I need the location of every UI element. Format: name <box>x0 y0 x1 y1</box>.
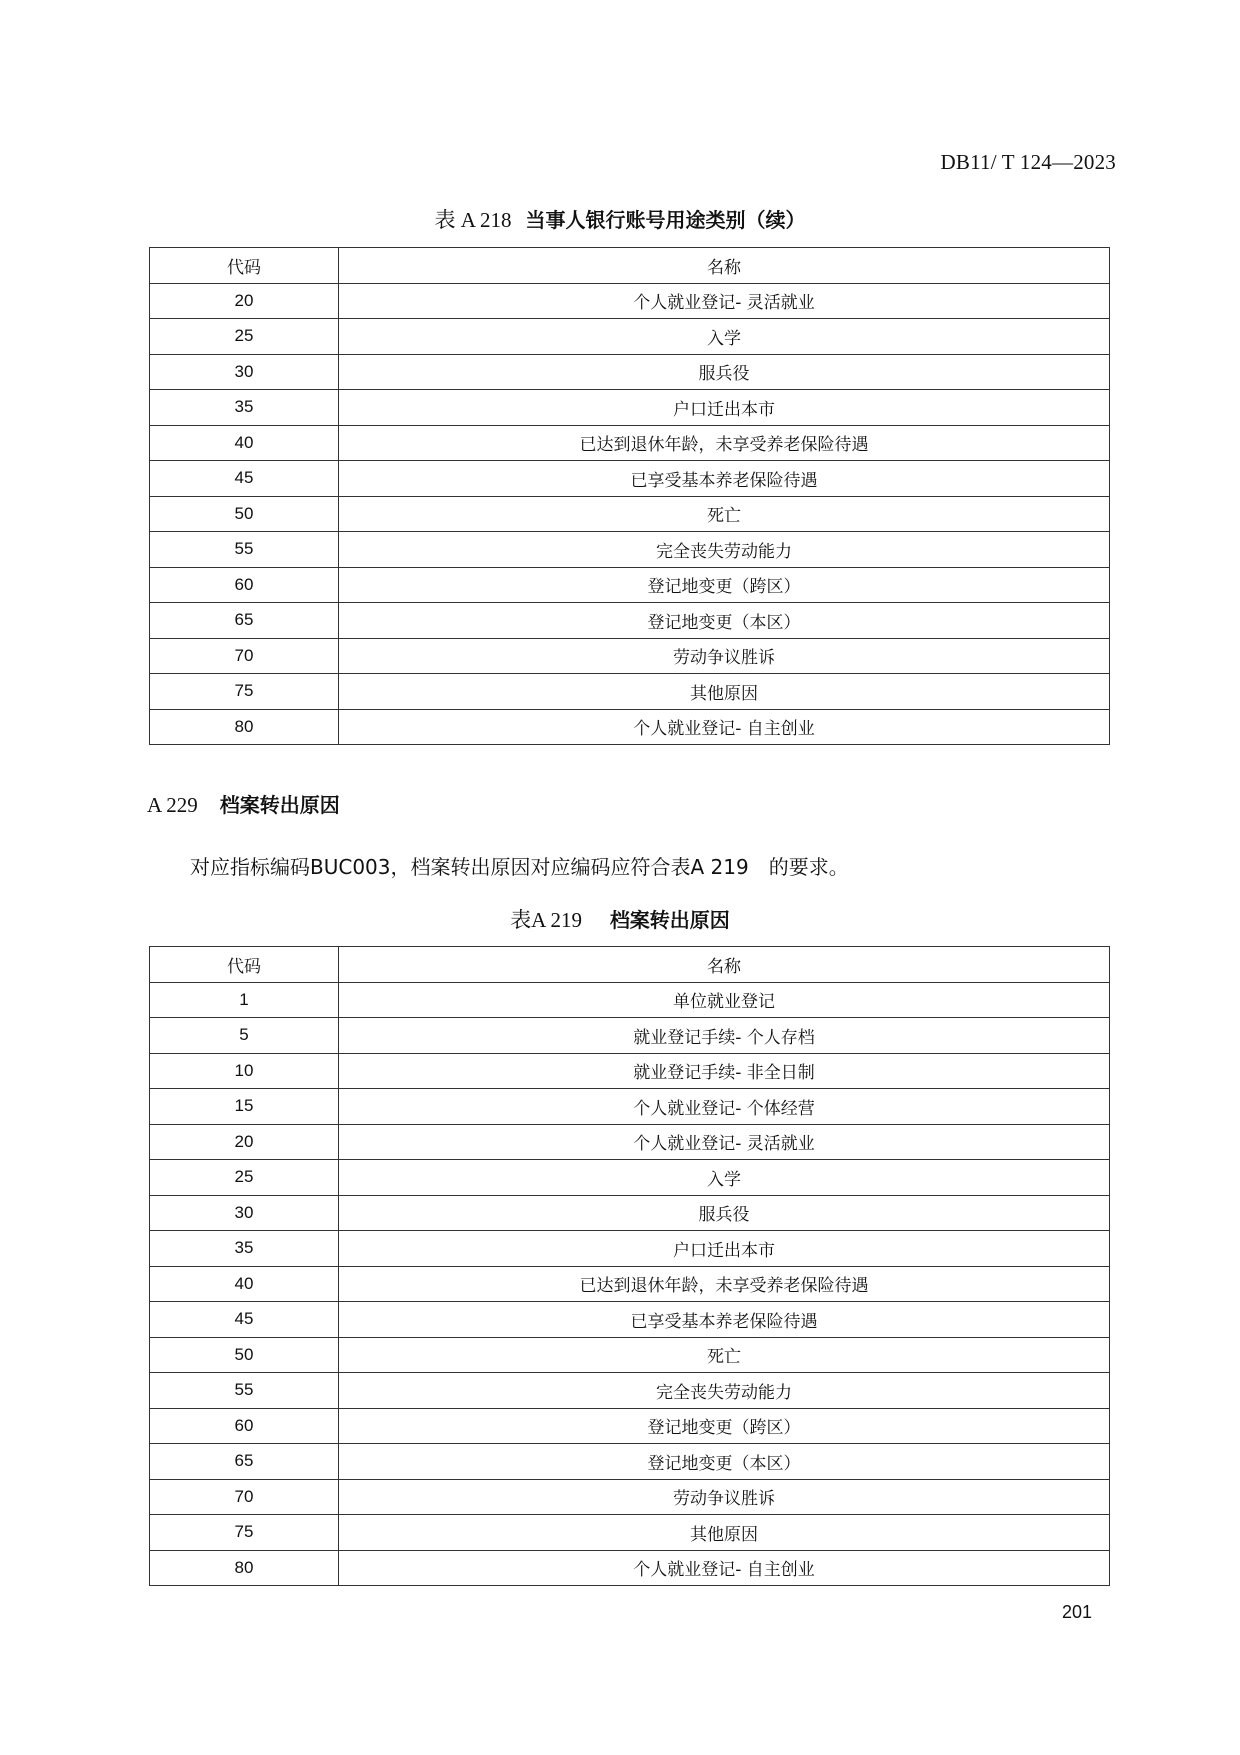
code-cell: 75 <box>150 1515 339 1551</box>
name-cell: 入学 <box>339 1160 1110 1196</box>
code-cell: 10 <box>150 1053 339 1089</box>
table-row <box>150 1231 1110 1267</box>
table-row <box>150 709 1110 745</box>
code-cell: 60 <box>150 567 339 603</box>
name-cell: 死亡 <box>339 496 1110 532</box>
table-a218-body <box>150 283 1110 745</box>
name-cell: 劳动争议胜诉 <box>339 1479 1110 1515</box>
name-cell: 服兵役 <box>339 1195 1110 1231</box>
name-cell: 完全丧失劳动能力 <box>339 532 1110 568</box>
table-row <box>150 496 1110 532</box>
name-cell: 单位就业登记 <box>339 982 1110 1018</box>
table-row <box>150 1479 1110 1515</box>
code-cell: 40 <box>150 1266 339 1302</box>
name-cell: 就业登记手续- 个人存档 <box>339 1018 1110 1054</box>
code-cell: 60 <box>150 1408 339 1444</box>
column-header-code: 代码 <box>150 248 339 284</box>
code-cell: 45 <box>150 461 339 497</box>
code-cell: 20 <box>150 1124 339 1160</box>
name-cell: 已享受基本养老保险待遇 <box>339 1302 1110 1338</box>
table-row <box>150 1302 1110 1338</box>
code-cell: 25 <box>150 1160 339 1196</box>
table-row <box>150 319 1110 355</box>
table-a219-caption <box>0 904 1240 934</box>
section-heading-a229 <box>147 789 340 818</box>
name-cell: 其他原因 <box>339 1515 1110 1551</box>
table-row <box>150 1337 1110 1373</box>
table-row <box>150 461 1110 497</box>
table-header-row <box>150 947 1110 983</box>
section-number: A 229 <box>147 793 198 817</box>
code-cell: 30 <box>150 1195 339 1231</box>
code-cell: 50 <box>150 1337 339 1373</box>
code-cell: 35 <box>150 1231 339 1267</box>
name-cell: 已达到退休年龄，未享受养老保险待遇 <box>339 1266 1110 1302</box>
code-cell: 30 <box>150 354 339 390</box>
name-cell: 登记地变更（跨区） <box>339 1408 1110 1444</box>
code-cell: 1 <box>150 982 339 1018</box>
table-row <box>150 1373 1110 1409</box>
table-row <box>150 1550 1110 1586</box>
name-cell: 已享受基本养老保险待遇 <box>339 461 1110 497</box>
name-cell: 劳动争议胜诉 <box>339 638 1110 674</box>
column-header-name: 名称 <box>339 248 1110 284</box>
table-a218-caption-number: 表 A 218 <box>434 208 512 232</box>
page-number: 201 <box>1061 1602 1092 1622</box>
table-a219-caption-number: 表A 219 <box>510 908 582 932</box>
table-row <box>150 638 1110 674</box>
table-row <box>150 425 1110 461</box>
table-row <box>150 1089 1110 1125</box>
table-a218-caption-title: 当事人银行账号用途类别（续） <box>525 208 806 232</box>
table-row <box>150 283 1110 319</box>
table-row <box>150 674 1110 710</box>
table-row <box>150 390 1110 426</box>
code-cell: 65 <box>150 1444 339 1480</box>
table-row <box>150 1266 1110 1302</box>
code-cell: 80 <box>150 1550 339 1586</box>
name-cell: 完全丧失劳动能力 <box>339 1373 1110 1409</box>
table-row <box>150 567 1110 603</box>
code-cell: 20 <box>150 283 339 319</box>
table-row <box>150 1053 1110 1089</box>
table-row <box>150 1444 1110 1480</box>
name-cell: 个人就业登记- 个体经营 <box>339 1089 1110 1125</box>
name-cell: 个人就业登记- 灵活就业 <box>339 283 1110 319</box>
name-cell: 户口迁出本市 <box>339 390 1110 426</box>
code-cell: 35 <box>150 390 339 426</box>
code-cell: 45 <box>150 1302 339 1338</box>
table-row <box>150 532 1110 568</box>
column-header-code: 代码 <box>150 947 339 983</box>
code-cell: 80 <box>150 709 339 745</box>
code-cell: 50 <box>150 496 339 532</box>
code-cell: 15 <box>150 1089 339 1125</box>
table-row <box>150 1018 1110 1054</box>
code-cell: 70 <box>150 638 339 674</box>
column-header-name: 名称 <box>339 947 1110 983</box>
name-cell: 其他原因 <box>339 674 1110 710</box>
code-cell: 55 <box>150 532 339 568</box>
code-cell: 55 <box>150 1373 339 1409</box>
table-row <box>150 1124 1110 1160</box>
table-row <box>150 982 1110 1018</box>
code-cell: 40 <box>150 425 339 461</box>
section-paragraph: 对应指标编码BUC003，档案转出原因对应编码应符合表A 219 的要求。 <box>190 855 849 879</box>
table-a219-caption-title: 档案转出原因 <box>609 908 730 932</box>
table-row <box>150 354 1110 390</box>
table-a219 <box>149 946 1110 1586</box>
code-cell: 5 <box>150 1018 339 1054</box>
table-a218 <box>149 247 1110 745</box>
code-cell: 75 <box>150 674 339 710</box>
name-cell: 就业登记手续- 非全日制 <box>339 1053 1110 1089</box>
table-row <box>150 1515 1110 1551</box>
table-header-row <box>150 248 1110 284</box>
table-row <box>150 1160 1110 1196</box>
name-cell: 登记地变更（本区） <box>339 603 1110 639</box>
name-cell: 入学 <box>339 319 1110 355</box>
name-cell: 登记地变更（本区） <box>339 1444 1110 1480</box>
name-cell: 服兵役 <box>339 354 1110 390</box>
standard-code: DB11/ T 124—2023 <box>940 150 1116 174</box>
section-title: 档案转出原因 <box>219 793 340 817</box>
name-cell: 死亡 <box>339 1337 1110 1373</box>
name-cell: 个人就业登记- 灵活就业 <box>339 1124 1110 1160</box>
table-a219-body <box>150 982 1110 1586</box>
code-cell: 25 <box>150 319 339 355</box>
table-a218-caption <box>0 204 1240 234</box>
table-row <box>150 603 1110 639</box>
name-cell: 个人就业登记- 自主创业 <box>339 1550 1110 1586</box>
name-cell: 个人就业登记- 自主创业 <box>339 709 1110 745</box>
name-cell: 登记地变更（跨区） <box>339 567 1110 603</box>
table-row <box>150 1408 1110 1444</box>
name-cell: 户口迁出本市 <box>339 1231 1110 1267</box>
table-row <box>150 1195 1110 1231</box>
code-cell: 70 <box>150 1479 339 1515</box>
code-cell: 65 <box>150 603 339 639</box>
name-cell: 已达到退休年龄，未享受养老保险待遇 <box>339 425 1110 461</box>
